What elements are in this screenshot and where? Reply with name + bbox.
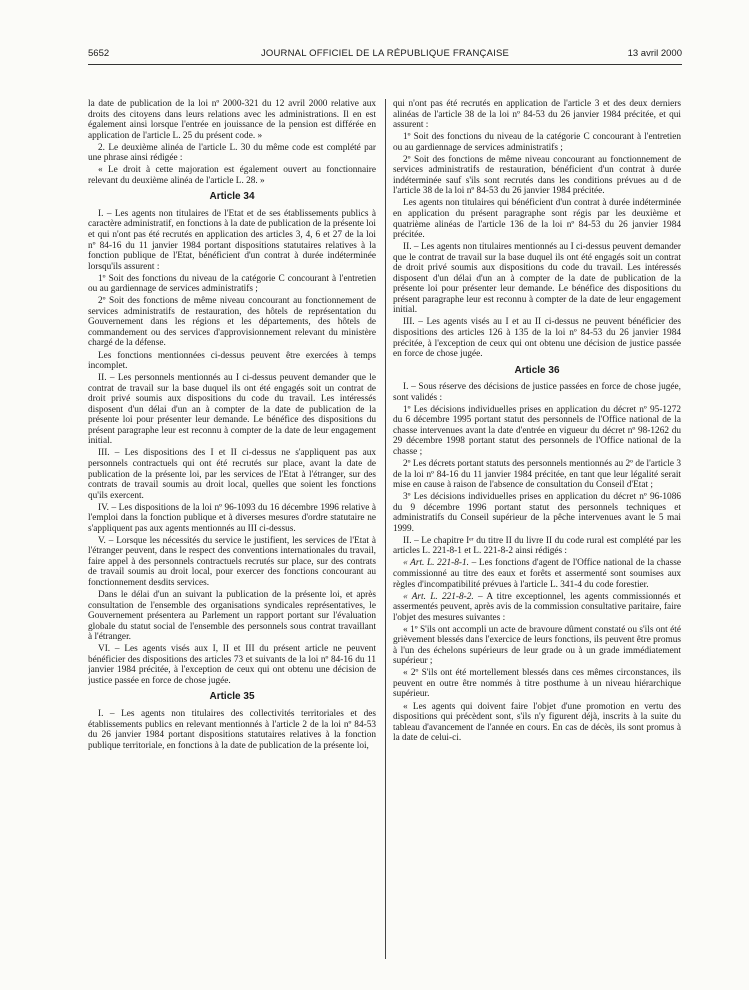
paragraph: 2º Les décrets portant statuts des personnels mentionnés au 2º de l'article 3 de la loi nº 84-16 du 11 janvier 1984 précitée, en tant que leur légalité serait mise en cause à raison de l'absence de consultation du Conseil d'Etat ;: [393, 459, 681, 491]
paragraph: I. – Sous réserve des décisions de justice passées en force de chose jugée, sont validés :: [393, 382, 681, 403]
paragraph: 2. Le deuxième alinéa de l'article L. 30 du même code est complété par une phrase ainsi rédigée :: [88, 142, 376, 164]
paragraph: I. – Les agents non titulaires des collectivités territoriales et des établissements publics en relevant mentionnés à l'article 2 de la loi nº 84-53 du 26 janvier 1984 portant dispositions statutaires relatives à la fonction publique territoriale, en fonctions à la date de publication de la présente loi,: [88, 709, 376, 751]
publication-date: 13 avril 2000: [627, 48, 682, 59]
paragraph: II. – Le chapitre Iᵉʳ du titre II du livre II du code rural est complété par les articles L. 221-8-1 et L. 221-8-2 ainsi rédigés :: [393, 535, 681, 557]
paragraph: Les fonctions mentionnées ci-dessus peuvent être exercées à temps incomplet.: [88, 350, 376, 372]
paragraph: 3º Les décisions individuelles prises en application du décret nº 96-1086 du 9 décembre 1996 portant statut des personnels techniques et administratifs du Conseil supérieur de la pêche intervenues avant le 5 mai 1999.: [393, 492, 681, 534]
paragraph: V. – Lorsque les nécessités du service le justifient, les services de l'Etat à l'étranger peuvent, dans le respect des conventions internationales du travail, faire appel à des personnels contractuels recrutés sur place, sur des contrats de travail soumis au droit local, pour exercer des fonctions concourant au fonctionnement desdits services.: [88, 535, 376, 589]
article-36-heading: Article 36: [514, 364, 560, 376]
article-reference: « Art. L. 221-8-2.: [403, 591, 474, 602]
paragraph: III. – Les dispositions des I et II ci-dessus ne s'appliquent pas aux personnels contractuels qui ont été recrutés sur place, avant la date de publication de la présente loi, par les services de l'Etat à l'étranger, sur des contrats de travail soumis au droit local, quelles que soient les fonctions qu'ils exercent.: [88, 448, 376, 501]
right-column: [393, 99, 681, 961]
paragraph: « 2º S'ils ont été mortellement blessés dans ces mêmes circonstances, ils peuvent en outre être nommés à titre posthume à un niveau hiérarchique supérieur.: [393, 668, 681, 700]
paragraph: Dans le délai d'un an suivant la publication de la présente loi, et après consultation de l'ensemble des organisations syndicales représentatives, le Gouvernement présentera au Parlement un rapport portant sur l'évaluation globale du statut social de l'ensemble des personnels sous contrat travaillant à l'étranger.: [88, 590, 376, 643]
paragraph: « Les agents qui doivent faire l'objet d'une promotion en vertu des dispositions qui précèdent sont, s'ils n'y figurent déjà, inscrits à la suite du tableau d'avancement de l'année en cours. En cas de décès, ils sont promus à la date de celui-ci.: [393, 701, 681, 744]
paragraph: 2º Soit des fonctions de même niveau concourant au fonctionnement de services administratifs de restauration, des hôtels de représentation du Gouvernement dans les régions et les départements, des hôtels de commandement ou des services d'approvisionnement relevant du ministère chargé de la défense.: [88, 296, 376, 349]
paragraph: VI. – Les agents visés aux I, II et III du présent article ne peuvent bénéficier des dispositions des articles 73 et suivants de la loi nº 84-16 du 11 janvier 1984 précitée, à l'exception de ceux qui ont obtenu une décision de justice passée en force de chose jugée.: [88, 644, 376, 686]
paragraph-text: – A titre exceptionnel, les agents commissionnés et assermentés peuvent, après avis de la commission consultative paritaire, faire l'objet des mesures suivantes :: [393, 591, 681, 623]
paragraph: la date de publication de la loi nº 2000-321 du 12 avril 2000 relative aux droits des citoyens dans leurs relations avec les administrations. Il en est également ainsi lorsque l'entrée en jouissance de la pension est différée en application de l'article L. 25 du présent code. »: [88, 99, 376, 141]
paragraph: III. – Les agents visés au I et au II ci-dessus ne peuvent bénéficier des dispositions des articles 126 à 135 de la loi nº 84-53 du 26 janvier 1984 précitée, à l'exception de ceux qui ont obtenu une décision de justice passée en force de chose jugée.: [393, 317, 681, 360]
page-header: [88, 48, 682, 64]
paragraph: « 1º S'ils ont accompli un acte de bravoure dûment constaté ou s'ils ont été grièvement blessés dans l'exercice de leurs fonctions, ils peuvent être promus à l'un des échelons supérieurs de leur grade ou à un grade immédiatement supérieur ;: [393, 624, 681, 667]
article-reference: « Art. L. 221-8-1.: [403, 558, 469, 569]
left-column: [88, 99, 376, 961]
paragraph: II. – Les agents non titulaires mentionnés au I ci-dessus peuvent demander que le contrat de travail sur la base duquel ils ont été engagés soit un contrat de droit privé soumis aux dispositions du code du travail. Les intéressés disposent d'un délai d'un an à compter de la date de publication de la présente loi pour présenter leur demande. Le bénéfice des dispositions du présent paragraphe leur est reconnu à compter de la date de leur engagement initial.: [393, 242, 681, 316]
column-divider: [385, 99, 386, 959]
paragraph: [393, 592, 681, 624]
article-34-heading: Article 34: [209, 191, 255, 203]
paragraph: I. – Les agents non titulaires de l'Etat et de ses établissements publics à caractère administratif, en fonctions à la date de publication de la présente loi et qui n'ont pas été recrutés en application des articles 3, 4, 6 et 27 de la loi nº 84-16 du 11 janvier 1984 portant dispositions statutaires relatives à la fonction publique de l'Etat, bénéficient d'un contrat à durée indéterminée lorsqu'ils assurent :: [88, 208, 376, 272]
paragraph: 2º Soit des fonctions de même niveau concourant au fonctionnement de services administratifs de restauration, bénéficient d'un contrat à durée indéterminée sauf s'ils sont recrutés dans les conditions prévues au d de l'article 38 de la loi nº 84-53 du 26 janvier 1984 précitée.: [393, 154, 681, 197]
paragraph: Les agents non titulaires qui bénéficient d'un contrat à durée indéterminée en application du présent paragraphe sont régis par les deuxième et quatrième alinéas de l'article 136 de la loi nº 84-53 du 26 janvier 1984 précitée.: [393, 198, 681, 241]
paragraph: IV. – Les dispositions de la loi nº 96-1093 du 16 décembre 1996 relative à l'emploi dans la fonction publique et à diverses mesures d'ordre statutaire ne s'appliquent pas aux agents mentionnés au III ci-dessus.: [88, 502, 376, 534]
header-rule: [88, 64, 682, 65]
journal-title: JOURNAL OFFICIEL DE LA RÉPUBLIQUE FRANÇAISE: [260, 48, 510, 59]
paragraph: 1º Soit des fonctions du niveau de la catégorie C concourant à l'entretien ou au gardiennage de services administratifs ;: [393, 132, 681, 153]
page-number: 5652: [88, 48, 110, 59]
article-35-heading: Article 35: [209, 691, 255, 703]
paragraph-text: – Les fonctions d'agent de l'Office national de la chasse commissionné au titre des eaux et forêts et assermenté sont soumises aux règles d'incompatibilité prévues à l'article L. 341-4 du code forestier.: [393, 558, 681, 590]
paragraph: 1º Les décisions individuelles prises en application du décret nº 95-1272 du 6 décembre 1995 portant statut des personnels de l'Office national de la chasse intervenues avant la date d'entrée en vigueur du décret nº 98-1262 du 29 décembre 1998 portant statut des personnels de l'Office national de la chasse ;: [393, 404, 681, 457]
paragraph: 1º Soit des fonctions du niveau de la catégorie C concourant à l'entretien ou au gardiennage de services administratifs ;: [88, 273, 376, 295]
paragraph: qui n'ont pas été recrutés en application de l'article 3 et des deux derniers alinéas de l'article 38 de la loi nº 84-53 du 26 janvier 1984 précitée, et qui assurent :: [393, 99, 681, 131]
paragraph: « Le droit à cette majoration est également ouvert au fonctionnaire relevant du deuxième alinéa de l'article L. 28. »: [88, 165, 376, 186]
paragraph: II. – Les personnels mentionnés au I ci-dessus peuvent demander que le contrat de travail sur la base duquel ils ont été engagés soit un contrat de droit privé soumis aux dispositions du code du travail. Les intéressés disposent d'un délai d'un an à compter de la date de publication de la présente loi pour présenter leur demande. Le bénéfice des dispositions du présent paragraphe leur est reconnu à compter de la date de leur engagement initial.: [88, 373, 376, 447]
paragraph: [393, 558, 681, 590]
